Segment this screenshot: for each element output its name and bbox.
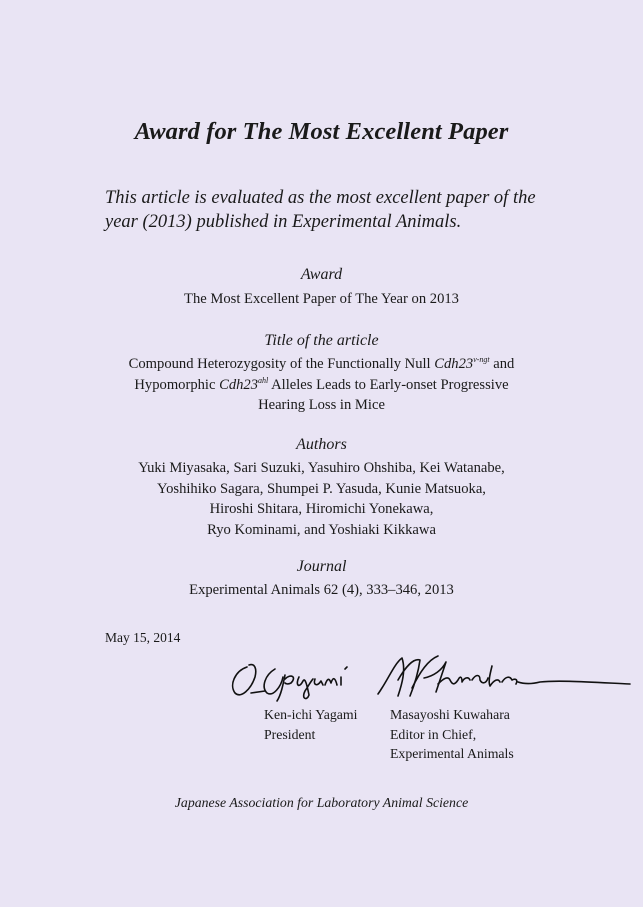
- gene-name: Cdh23: [219, 376, 259, 393]
- signatory-name: Ken-ichi Yagami: [264, 707, 358, 722]
- signatory-role: Editor in Chief,: [390, 726, 477, 742]
- certificate-intro: [105, 186, 565, 234]
- allele-superscript: v-ngt: [473, 355, 490, 364]
- article-text: Alleles Leads to Early-onset Progressive: [268, 376, 509, 393]
- authors-list: [0, 458, 643, 540]
- article-title-line-3: Hearing Loss in Mice: [258, 397, 385, 413]
- article-text: Compound Heterozygosity of the Functionally Null: [128, 356, 435, 372]
- award-heading: Award: [300, 266, 343, 283]
- article-title-line-1: [0, 354, 643, 375]
- allele-superscript: ahl: [258, 375, 269, 385]
- president-signature: [225, 655, 370, 705]
- authors-line: Hiroshi Shitara, Hiromichi Yonekawa,: [209, 501, 434, 517]
- president-block: [264, 705, 358, 744]
- journal-value: Experimental Animals 62 (4), 333–346, 2013: [189, 582, 454, 598]
- certificate-title: Award for The Most Excellent Paper: [134, 118, 509, 145]
- signatory-role: Experimental Animals: [390, 746, 514, 761]
- editor-block: [390, 705, 514, 764]
- organization-footer: Japanese Association for Laboratory Animal Science: [174, 795, 469, 810]
- authors-heading: Authors: [296, 436, 347, 453]
- intro-line-2: year (2013) published in Experimental Animals.: [105, 212, 462, 232]
- editor-signature: [368, 650, 638, 702]
- signatory-role: President: [264, 726, 316, 742]
- authors-line: Yoshihiko Sagara, Shumpei P. Yasuda, Kunie Matsuoka,: [157, 480, 486, 497]
- signatory-name: Masayoshi Kuwahara: [390, 707, 510, 722]
- issue-date: May 15, 2014: [105, 630, 181, 645]
- gene-name: Cdh23: [434, 356, 474, 372]
- award-value: The Most Excellent Paper of The Year on 2013: [184, 291, 459, 307]
- authors-line: Ryo Kominami, and Yoshiaki Kikkawa: [207, 521, 436, 538]
- article-text: Hypomorphic: [134, 376, 220, 393]
- article-title-line-2: [0, 375, 643, 396]
- authors-line: Yuki Miyasaka, Sari Suzuki, Yasuhiro Ohshiba, Kei Watanabe,: [138, 460, 505, 476]
- intro-line-1: This article is evaluated as the most excellent paper of the: [105, 188, 536, 208]
- article-title: [0, 354, 643, 416]
- article-text: and: [489, 356, 515, 372]
- article-heading: Title of the article: [264, 332, 379, 349]
- journal-heading: Journal: [296, 558, 347, 575]
